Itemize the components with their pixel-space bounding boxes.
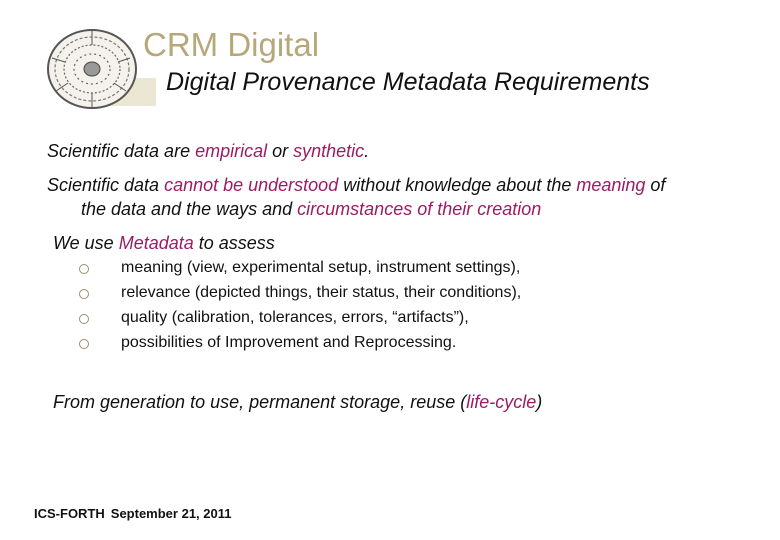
- text: to assess: [193, 233, 275, 253]
- highlight-empirical: empirical: [195, 141, 268, 161]
- highlight-cannot-be-understood: cannot be understood: [164, 175, 339, 195]
- text: ): [536, 392, 543, 412]
- bullet-text: possibilities of Improvement and Reprocessing.: [121, 334, 457, 351]
- circle-bullet-icon: [79, 289, 89, 299]
- text: Scientific data are: [47, 141, 196, 161]
- text: We use: [53, 233, 119, 253]
- highlight-metadata: Metadata: [118, 233, 194, 253]
- bullet-text: relevance (depicted things, their status, their conditions),: [121, 284, 522, 301]
- phaistos-disc-logo-icon: [46, 28, 138, 110]
- highlight-meaning: meaning: [576, 175, 646, 195]
- highlight-synthetic: synthetic: [293, 141, 365, 161]
- slide-title: CRM Digital: [143, 26, 320, 63]
- circle-bullet-icon: [79, 339, 89, 349]
- text: .: [364, 141, 370, 161]
- circle-bullet-icon: [79, 264, 89, 274]
- footer-date: September 21, 2011: [110, 506, 232, 521]
- highlight-life-cycle: life-cycle: [466, 392, 537, 412]
- text: From generation to use, permanent storage, reuse (: [53, 392, 467, 412]
- text: without knowledge about the: [338, 175, 577, 195]
- text: Scientific data: [47, 175, 165, 195]
- highlight-circumstances: circumstances of their creation: [297, 199, 542, 219]
- paragraph-empirical-synthetic: [47, 139, 369, 163]
- paragraph-life-cycle: [53, 390, 542, 414]
- bullet-text: meaning (view, experimental setup, instrument settings),: [121, 259, 521, 276]
- paragraph-understanding-line2: [81, 197, 541, 221]
- text: of: [645, 175, 666, 195]
- paragraph-understanding-line1: [47, 173, 665, 197]
- circle-bullet-icon: [79, 314, 89, 324]
- slide-footer: [34, 506, 231, 521]
- slide-subtitle: Digital Provenance Metadata Requirements: [166, 68, 650, 96]
- text: the data and the ways and: [81, 199, 298, 219]
- text: or: [267, 141, 294, 161]
- bullet-text: quality (calibration, tolerances, errors, “artifacts”),: [121, 309, 469, 326]
- footer-org: ICS-FORTH: [34, 506, 105, 521]
- paragraph-metadata: [53, 231, 275, 255]
